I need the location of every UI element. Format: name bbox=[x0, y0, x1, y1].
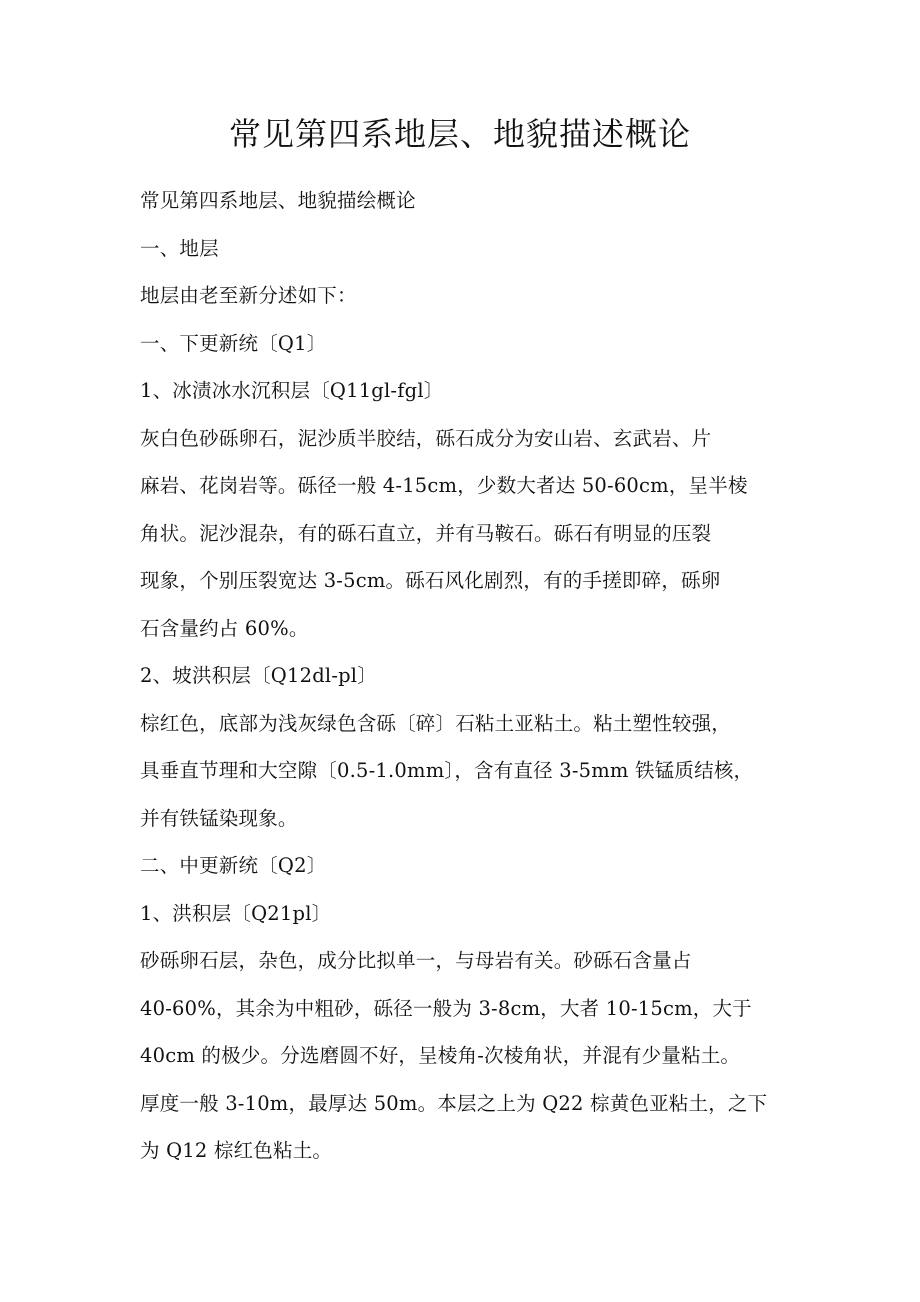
intro-line: 地层由老至新分述如下： bbox=[140, 284, 357, 307]
heading-slope-flood-layer: 2、坡洪积层〔Q12dl-pl〕 bbox=[140, 664, 377, 687]
paragraph-line: 为 Q12 棕红色粘土。 bbox=[140, 1139, 333, 1162]
paragraph-line: 厚度一般 3-10m，最厚达 50m。本层之上为 Q22 棕黄色亚粘土，之下 bbox=[140, 1091, 768, 1115]
paragraph-line: 麻岩、花岗岩等。砾径一般 4-15cm，少数大者达 50-60cm，呈半棱 bbox=[140, 474, 748, 497]
paragraph-line: 现象，个别压裂宽达 3-5cm。砾石风化剧烈，有的手搓即碎，砾卵 bbox=[140, 569, 721, 592]
paragraph-line: 40-60%，其余为中粗砂，砾径一般为 3-8cm，大者 10-15cm，大于 bbox=[140, 996, 752, 1020]
heading-middle-pleistocene: 二、中更新统〔Q2〕 bbox=[140, 854, 327, 877]
heading-lower-pleistocene: 一、下更新统〔Q1〕 bbox=[140, 331, 327, 355]
paragraph-line: 砂砾卵石层，杂色，成分比拟单一，与母岩有关。砂砾石含量占 bbox=[140, 949, 692, 972]
heading-flood-layer: 1、洪积层〔Q21pl〕 bbox=[140, 901, 332, 925]
section-heading-strata: 一、地层 bbox=[140, 236, 219, 260]
paragraph-line: 具垂直节理和大空隙〔0.5-1.0mm〕，含有直径 3-5mm 铁锰质结核， bbox=[140, 759, 754, 782]
paragraph-line: 并有铁锰染现象。 bbox=[140, 806, 298, 830]
document-body bbox=[140, 177, 785, 1175]
document-title: 常见第四系地层、地貌描述概论 bbox=[228, 115, 691, 153]
paragraph-line: 40cm 的极少。分选磨圆不好，呈棱角-次棱角状，并混有少量粘土。 bbox=[140, 1044, 741, 1067]
heading-glacial-layer: 1、冰渍冰水沉积层〔Q11gl-fgl〕 bbox=[140, 379, 444, 402]
paragraph-line: 棕红色，底部为浅灰绿色含砾〔碎〕石粘土亚粘土。粘土塑性较强， bbox=[140, 711, 732, 735]
paragraph-line: 石含量约占 60%。 bbox=[140, 616, 309, 640]
paragraph-line: 灰白色砂砾卵石，泥沙质半胶结，砾石成分为安山岩、玄武岩、片 bbox=[140, 426, 712, 450]
subtitle-line: 常见第四系地层、地貌描绘概论 bbox=[140, 189, 416, 212]
paragraph-line: 角状。泥沙混杂，有的砾石直立，并有马鞍石。砾石有明显的压裂 bbox=[140, 521, 712, 545]
